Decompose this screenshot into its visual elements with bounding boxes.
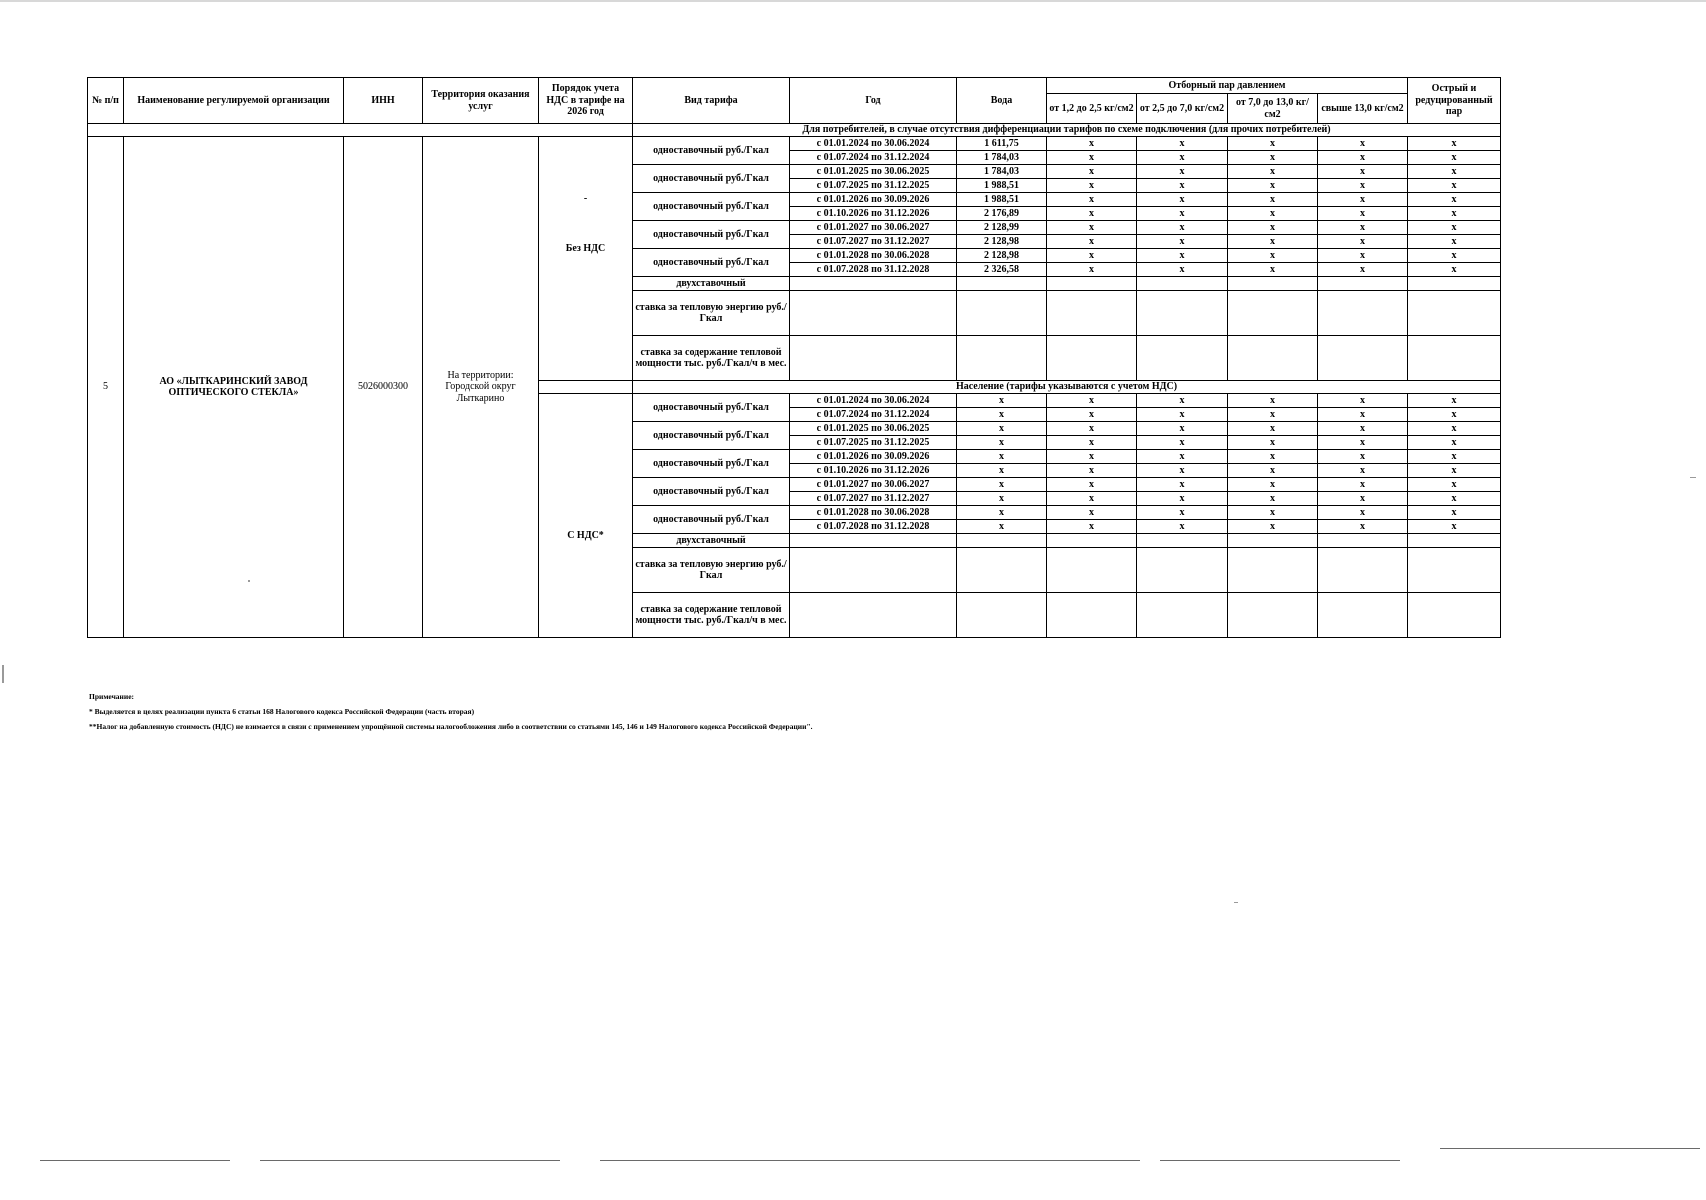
table-row: [88, 137, 1501, 151]
header-steam-1: от 1,2 до 2,5 кг/см2: [1047, 94, 1137, 124]
steam-x-cell: x: [1137, 436, 1228, 450]
period-cell: с 01.07.2025 по 31.12.2025: [790, 436, 957, 450]
steam-x-cell: x: [1318, 394, 1408, 408]
tariff-type-energy-rate: ставка за тепловую энергию руб./Гкал: [633, 548, 790, 593]
steam-x-cell: x: [1228, 179, 1318, 193]
steam-x-cell: x: [1047, 249, 1137, 263]
section-other-title: Для потребителей, в случае отсутствия дифференциации тарифов по схеме подключения (для прочих потребителей): [633, 124, 1501, 137]
header-org: Наименование регулируемой организации: [124, 78, 344, 124]
steam-x-cell: x: [1408, 436, 1501, 450]
water-cell: x: [957, 520, 1047, 534]
empty-cell: [1318, 291, 1408, 336]
empty-cell: [1318, 548, 1408, 593]
steam-x-cell: x: [1318, 165, 1408, 179]
header-water: Вода: [957, 78, 1047, 124]
steam-x-cell: x: [1318, 436, 1408, 450]
empty-cell: [1228, 336, 1318, 381]
steam-x-cell: x: [1137, 179, 1228, 193]
notes-title: Примечание:: [89, 692, 135, 701]
header-steam-2: от 2,5 до 7,0 кг/см2: [1137, 94, 1228, 124]
steam-x-cell: x: [1228, 249, 1318, 263]
header-vat-order: Порядок учета НДС в тарифе на 2026 год: [539, 78, 633, 124]
steam-x-cell: x: [1137, 422, 1228, 436]
org-inn: 5026000300: [344, 137, 423, 638]
steam-x-cell: x: [1228, 263, 1318, 277]
steam-x-cell: x: [1047, 394, 1137, 408]
water-cell: 1 988,51: [957, 179, 1047, 193]
steam-x-cell: x: [1047, 478, 1137, 492]
empty-cell: [790, 291, 957, 336]
steam-x-cell: x: [1137, 151, 1228, 165]
tariff-type-double: двухставочный: [633, 277, 790, 291]
period-cell: с 01.01.2027 по 30.06.2027: [790, 478, 957, 492]
steam-x-cell: x: [1318, 422, 1408, 436]
steam-x-cell: x: [1408, 193, 1501, 207]
tariff-type-double: двухставочный: [633, 534, 790, 548]
steam-x-cell: x: [1408, 249, 1501, 263]
period-cell: с 01.01.2025 по 30.06.2025: [790, 165, 957, 179]
steam-x-cell: x: [1318, 450, 1408, 464]
empty-cell: [1137, 534, 1228, 548]
steam-x-cell: x: [1137, 408, 1228, 422]
water-cell: 2 176,89: [957, 207, 1047, 221]
empty-cell: [1228, 277, 1318, 291]
steam-x-cell: x: [1318, 221, 1408, 235]
steam-x-cell: x: [1318, 492, 1408, 506]
steam-x-cell: x: [1318, 179, 1408, 193]
steam-x-cell: x: [1228, 478, 1318, 492]
steam-x-cell: x: [1228, 151, 1318, 165]
steam-x-cell: x: [1228, 422, 1318, 436]
steam-x-cell: x: [1318, 506, 1408, 520]
steam-x-cell: x: [1318, 263, 1408, 277]
steam-x-cell: x: [1137, 193, 1228, 207]
steam-x-cell: x: [1047, 151, 1137, 165]
org-name: АО «ЛЫТКАРИНСКИЙ ЗАВОД ОПТИЧЕСКОГО СТЕКЛА»: [124, 137, 344, 638]
steam-x-cell: x: [1318, 478, 1408, 492]
empty-cell: [1137, 336, 1228, 381]
empty-cell: [1047, 593, 1137, 638]
steam-x-cell: x: [1137, 249, 1228, 263]
empty-cell: [957, 336, 1047, 381]
empty-cell: [957, 593, 1047, 638]
tariff-type-capacity-rate: ставка за содержание тепловой мощности тыс. руб./Гкал/ч в мес.: [633, 336, 790, 381]
blank-cell: [539, 381, 633, 394]
water-cell: x: [957, 450, 1047, 464]
empty-cell: [1408, 277, 1501, 291]
header-inn: ИНН: [344, 78, 423, 124]
water-cell: x: [957, 394, 1047, 408]
steam-x-cell: x: [1408, 408, 1501, 422]
steam-x-cell: x: [1137, 506, 1228, 520]
steam-x-cell: x: [1228, 492, 1318, 506]
water-cell: x: [957, 436, 1047, 450]
steam-x-cell: x: [1318, 151, 1408, 165]
header-steam-4: свыше 13,0 кг/см2: [1318, 94, 1408, 124]
steam-x-cell: x: [1228, 235, 1318, 249]
water-cell: 1 988,51: [957, 193, 1047, 207]
steam-x-cell: x: [1318, 137, 1408, 151]
steam-x-cell: x: [1318, 464, 1408, 478]
period-cell: с 01.01.2024 по 30.06.2024: [790, 394, 957, 408]
empty-cell: [790, 336, 957, 381]
empty-cell: [1228, 291, 1318, 336]
header-steam-3: от 7,0 до 13,0 кг/см2: [1228, 94, 1318, 124]
scan-speck: [1690, 477, 1696, 478]
steam-x-cell: x: [1318, 520, 1408, 534]
empty-cell: [1318, 277, 1408, 291]
water-cell: x: [957, 464, 1047, 478]
empty-cell: [957, 291, 1047, 336]
period-cell: с 01.01.2025 по 30.06.2025: [790, 422, 957, 436]
empty-cell: [1137, 277, 1228, 291]
empty-cell: [790, 277, 957, 291]
steam-x-cell: x: [1047, 450, 1137, 464]
empty-cell: [1047, 548, 1137, 593]
header-steam-group: Отборный пар давлением: [1047, 78, 1408, 94]
scan-edge-bottom: [1160, 1160, 1400, 1161]
period-cell: с 01.01.2028 по 30.06.2028: [790, 506, 957, 520]
steam-x-cell: x: [1408, 478, 1501, 492]
vat-without-label: Без НДС: [565, 242, 606, 254]
empty-cell: [1047, 534, 1137, 548]
steam-x-cell: x: [1228, 520, 1318, 534]
steam-x-cell: x: [1318, 193, 1408, 207]
note-1: * Выделяется в целях реализации пункта 6 статьи 168 Налогового кодекса Российской Федерации (часть вторая): [89, 707, 475, 716]
steam-x-cell: x: [1047, 436, 1137, 450]
steam-x-cell: x: [1408, 151, 1501, 165]
empty-cell: [1318, 336, 1408, 381]
period-cell: с 01.01.2028 по 30.06.2028: [790, 249, 957, 263]
steam-x-cell: x: [1137, 207, 1228, 221]
org-num: 5: [88, 137, 124, 638]
vat-order-cell: [539, 137, 633, 381]
tariff-type-single: одноставочный руб./Гкал: [633, 249, 790, 277]
steam-x-cell: x: [1408, 137, 1501, 151]
notes-block: [89, 689, 1389, 734]
steam-x-cell: x: [1137, 520, 1228, 534]
scan-edge-bottom: [1440, 1148, 1700, 1149]
steam-x-cell: x: [1408, 520, 1501, 534]
empty-cell: [1228, 534, 1318, 548]
tariff-type-single: одноставочный руб./Гкал: [633, 137, 790, 165]
header-year: Год: [790, 78, 957, 124]
period-cell: с 01.01.2027 по 30.06.2027: [790, 221, 957, 235]
table-header: [88, 78, 1501, 124]
steam-x-cell: x: [1137, 464, 1228, 478]
note-2: **Налог на добавленную стоимость (НДС) не взимается в связи с применением упрощённой системы налогообложения либо в соответствии со статьями 145, 146 и 149 Налогового кодекса Российской Федерации".: [89, 722, 813, 731]
steam-x-cell: x: [1137, 165, 1228, 179]
steam-x-cell: x: [1228, 193, 1318, 207]
period-cell: с 01.07.2024 по 31.12.2024: [790, 408, 957, 422]
steam-x-cell: x: [1318, 408, 1408, 422]
table-body: [88, 124, 1501, 638]
tariff-type-single: одноставочный руб./Гкал: [633, 394, 790, 422]
empty-cell: [1228, 593, 1318, 638]
vat-dash: -: [583, 193, 588, 204]
water-cell: x: [957, 408, 1047, 422]
steam-x-cell: x: [1228, 207, 1318, 221]
steam-x-cell: x: [1047, 263, 1137, 277]
period-cell: с 01.01.2024 по 30.06.2024: [790, 137, 957, 151]
steam-x-cell: x: [1408, 263, 1501, 277]
steam-x-cell: x: [1408, 235, 1501, 249]
empty-cell: [1137, 593, 1228, 638]
water-cell: 1 611,75: [957, 137, 1047, 151]
steam-x-cell: x: [1047, 221, 1137, 235]
tariff-type-single: одноставочный руб./Гкал: [633, 478, 790, 506]
empty-cell: [1047, 277, 1137, 291]
header-tariff-type: Вид тарифа: [633, 78, 790, 124]
tariff-type-single: одноставочный руб./Гкал: [633, 422, 790, 450]
steam-x-cell: x: [1408, 422, 1501, 436]
vat-order-cell: С НДС*: [539, 394, 633, 638]
water-cell: x: [957, 478, 1047, 492]
steam-x-cell: x: [1047, 492, 1137, 506]
empty-cell: [1408, 593, 1501, 638]
steam-x-cell: x: [1228, 408, 1318, 422]
steam-x-cell: x: [1318, 235, 1408, 249]
tariff-type-single: одноставочный руб./Гкал: [633, 165, 790, 193]
steam-x-cell: x: [1408, 492, 1501, 506]
empty-cell: [957, 534, 1047, 548]
water-cell: 2 326,58: [957, 263, 1047, 277]
empty-cell: [790, 593, 957, 638]
water-cell: x: [957, 492, 1047, 506]
empty-cell: [1047, 291, 1137, 336]
steam-x-cell: x: [1047, 179, 1137, 193]
steam-x-cell: x: [1408, 506, 1501, 520]
water-cell: 2 128,99: [957, 221, 1047, 235]
water-cell: 1 784,03: [957, 165, 1047, 179]
period-cell: с 01.07.2027 по 31.12.2027: [790, 235, 957, 249]
water-cell: 2 128,98: [957, 235, 1047, 249]
steam-x-cell: x: [1408, 464, 1501, 478]
steam-x-cell: x: [1137, 263, 1228, 277]
steam-x-cell: x: [1137, 235, 1228, 249]
period-cell: с 01.10.2026 по 31.12.2026: [790, 207, 957, 221]
steam-x-cell: x: [1408, 394, 1501, 408]
tariff-type-single: одноставочный руб./Гкал: [633, 506, 790, 534]
steam-x-cell: x: [1047, 207, 1137, 221]
water-cell: x: [957, 422, 1047, 436]
water-cell: x: [957, 506, 1047, 520]
steam-x-cell: x: [1047, 235, 1137, 249]
steam-x-cell: x: [1228, 221, 1318, 235]
steam-x-cell: x: [1047, 137, 1137, 151]
org-territory: На территории: Городской округ Лыткарино: [423, 137, 539, 638]
empty-cell: [1228, 548, 1318, 593]
steam-x-cell: x: [1047, 506, 1137, 520]
period-cell: с 01.10.2026 по 31.12.2026: [790, 464, 957, 478]
tariff-type-capacity-rate: ставка за содержание тепловой мощности тыс. руб./Гкал/ч в мес.: [633, 593, 790, 638]
steam-x-cell: x: [1228, 450, 1318, 464]
steam-x-cell: x: [1228, 165, 1318, 179]
tariff-table: [87, 77, 1501, 638]
empty-cell: [1408, 291, 1501, 336]
water-cell: 2 128,98: [957, 249, 1047, 263]
scan-edge-bottom: [600, 1160, 1140, 1161]
empty-cell: [1318, 593, 1408, 638]
steam-x-cell: x: [1408, 221, 1501, 235]
empty-cell: [957, 548, 1047, 593]
steam-x-cell: x: [1408, 179, 1501, 193]
period-cell: с 01.07.2025 по 31.12.2025: [790, 179, 957, 193]
steam-x-cell: x: [1137, 221, 1228, 235]
header-num: № п/п: [88, 78, 124, 124]
steam-x-cell: x: [1047, 165, 1137, 179]
period-cell: с 01.01.2026 по 30.09.2026: [790, 450, 957, 464]
section-population-title: Население (тарифы указываются с учетом НДС): [633, 381, 1501, 394]
steam-x-cell: x: [1318, 249, 1408, 263]
steam-x-cell: x: [1228, 137, 1318, 151]
tariff-type-single: одноставочный руб./Гкал: [633, 450, 790, 478]
steam-x-cell: x: [1137, 450, 1228, 464]
steam-x-cell: x: [1137, 394, 1228, 408]
steam-x-cell: x: [1408, 207, 1501, 221]
tariff-type-single: одноставочный руб./Гкал: [633, 193, 790, 221]
scan-edge-bottom: [40, 1160, 230, 1161]
scan-edge-bottom: [260, 1160, 560, 1161]
period-cell: с 01.01.2026 по 30.09.2026: [790, 193, 957, 207]
steam-x-cell: x: [1137, 478, 1228, 492]
blank-cell: [88, 124, 633, 137]
period-cell: с 01.07.2028 по 31.12.2028: [790, 263, 957, 277]
header-sharp-steam: Острый и редуцированный пар: [1408, 78, 1501, 124]
empty-cell: [1408, 534, 1501, 548]
empty-cell: [790, 548, 957, 593]
tariff-type-energy-rate: ставка за тепловую энергию руб./Гкал: [633, 291, 790, 336]
steam-x-cell: x: [1047, 422, 1137, 436]
period-cell: с 01.07.2024 по 31.12.2024: [790, 151, 957, 165]
steam-x-cell: x: [1047, 408, 1137, 422]
water-cell: 1 784,03: [957, 151, 1047, 165]
empty-cell: [790, 534, 957, 548]
steam-x-cell: x: [1047, 193, 1137, 207]
period-cell: с 01.07.2028 по 31.12.2028: [790, 520, 957, 534]
steam-x-cell: x: [1408, 450, 1501, 464]
empty-cell: [1318, 534, 1408, 548]
steam-x-cell: x: [1047, 464, 1137, 478]
scan-speck: [1234, 902, 1238, 903]
header-territory: Территория оказания услуг: [423, 78, 539, 124]
steam-x-cell: x: [1318, 207, 1408, 221]
scan-edge-top: [0, 0, 1706, 2]
steam-x-cell: x: [1408, 165, 1501, 179]
scan-speck: [2, 665, 4, 683]
steam-x-cell: x: [1047, 520, 1137, 534]
empty-cell: [1137, 291, 1228, 336]
empty-cell: [957, 277, 1047, 291]
empty-cell: [1408, 336, 1501, 381]
empty-cell: [1047, 336, 1137, 381]
steam-x-cell: x: [1228, 394, 1318, 408]
tariff-type-single: одноставочный руб./Гкал: [633, 221, 790, 249]
steam-x-cell: x: [1228, 506, 1318, 520]
steam-x-cell: x: [1228, 436, 1318, 450]
empty-cell: [1137, 548, 1228, 593]
steam-x-cell: x: [1228, 464, 1318, 478]
steam-x-cell: x: [1137, 137, 1228, 151]
empty-cell: [1408, 548, 1501, 593]
steam-x-cell: x: [1137, 492, 1228, 506]
period-cell: с 01.07.2027 по 31.12.2027: [790, 492, 957, 506]
